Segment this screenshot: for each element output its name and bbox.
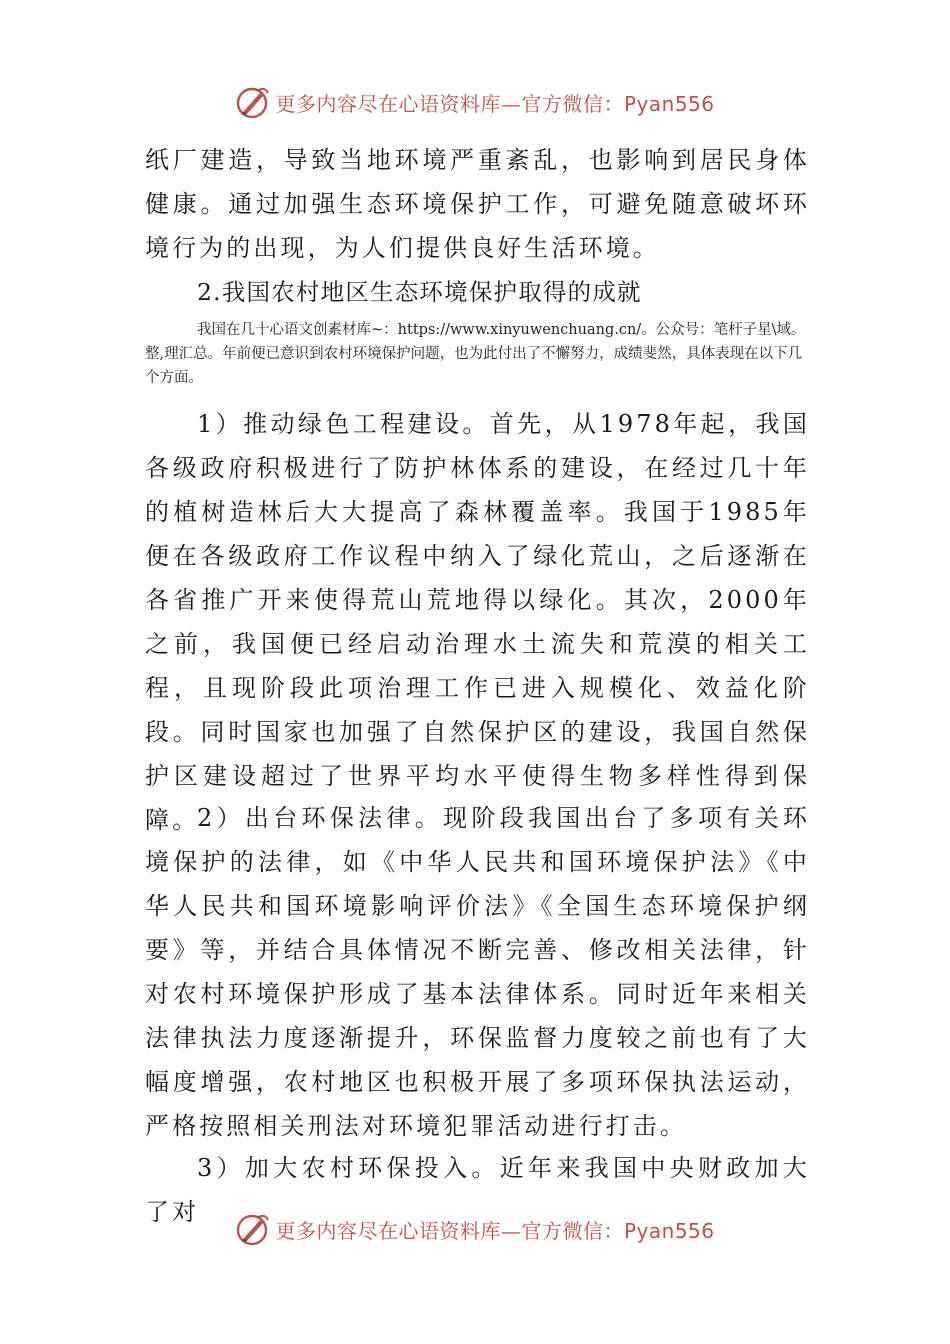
paragraph-green-projects: 1）推动绿色工程建设。首先，从1978年起，我国各级政府积极进行了防护林体系的建设，在经过几十年的植树造林后大大提高了森林覆盖率。我国于1985年便在各级政府工作议程中纳入了绿化荒山，之后逐渐在各省推广开来使得荒山荒地得以绿化。其次，2000年之前，我国便已经启动治理水土流失和荒漠的相关工程，且现阶段此项治理工作已进入规模化、效益化阶段。同时国家也加强了自然保护区的建设，我国自然保护区建设超过了世界平均水平使得生物多样性得到保障。 [145,410,810,834]
section-heading: 2.我国农村地区生态环境保护取得的成就 [197,278,642,306]
paragraph-environmental-law: 2）出台环保法律。现阶段我国出台了多项有关环境保护的法律，如《中华人民共和国环境保护法》《中华人民共和国环境影响评价法》《全国生态环境保护纲要》等，并结合具体情况不断完善、修改相关法律，针对农村环境保护形成了基本法律体系。同时近年来相关法律执法力度逐渐提升，环保监督力度较之前也有了大幅度增强，农村地区也积极开展了多项环保执法运动，严格按照相关刑法对环境犯罪活动进行打击。 [145,804,810,1140]
footer-banner [0,1209,950,1249]
banner-text: 更多内容尽在心语资料库—官方微信：Pyan556 [275,1218,715,1243]
source-note: 我国在几十心语文创素材库~：https://www.xinyuwenchuang.cn/。公众号：笔杆子星\域。整,理汇总。年前便已意识到农村环境保护问题，也为此付出了不懈努力，成绩斐然，具体表现在以下几个方面。 [145,322,806,386]
wechat-id: Pyan556 [623,91,715,116]
header-banner [0,82,950,122]
paragraph-investment: 3）加大农村环保投入。近年来我国中央财政加大了对 [145,1154,810,1226]
pen-logo-icon [235,84,271,120]
wechat-id: Pyan556 [623,1218,715,1243]
paragraph-intro: 纸厂建造，导致当地环境严重紊乱，也影响到居民身体健康。通过加强生态环境保护工作，可避免随意破坏环境行为的出现，为人们提供良好生活环境。 [145,146,810,262]
pen-logo-icon [235,1211,271,1247]
banner-text: 更多内容尽在心语资料库—官方微信：Pyan556 [275,91,715,116]
